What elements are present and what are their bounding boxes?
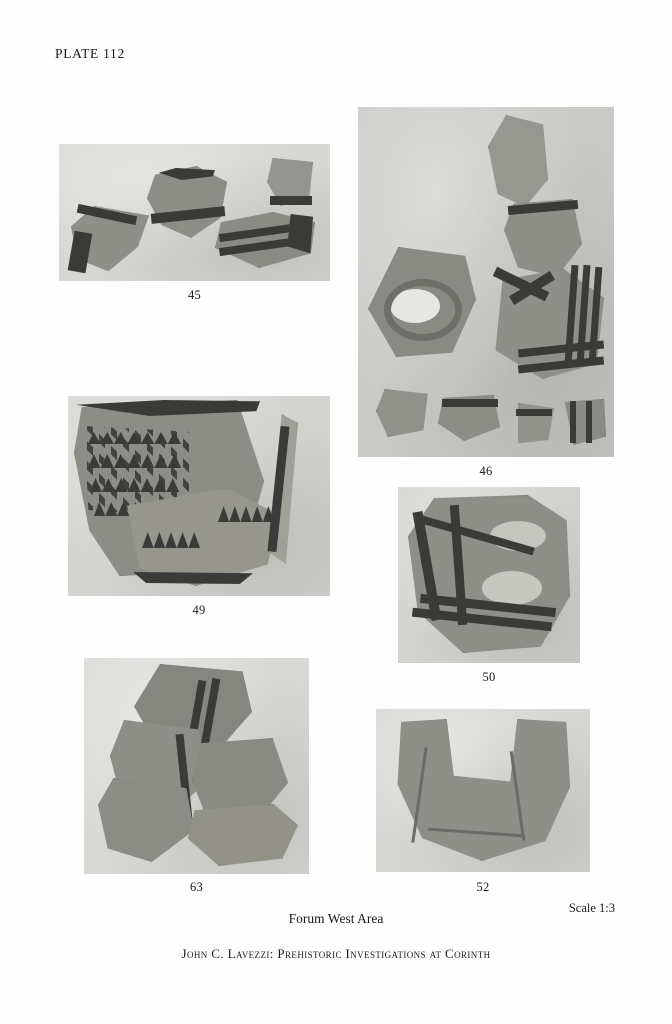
figure-49-caption: 49 — [192, 603, 206, 617]
figure-50-photo — [398, 487, 580, 663]
figure-46-caption: 46 — [479, 464, 493, 478]
figure-52-photo — [376, 709, 590, 872]
scale-label: Scale 1:3 — [568, 901, 615, 915]
base-band — [128, 572, 258, 584]
figure-50-caption: 50 — [482, 670, 496, 684]
figure-52-caption: 52 — [476, 880, 490, 894]
figure-63-caption: 63 — [189, 880, 204, 894]
figure-49-photo — [68, 396, 330, 596]
painted-band — [270, 196, 312, 205]
plate-number-label: PLATE 112 — [55, 46, 125, 61]
figure-46-photo — [358, 107, 614, 457]
figure-45-photo — [59, 144, 330, 281]
figure-63-photo — [84, 658, 309, 874]
painted-band — [516, 409, 552, 416]
painted-stripe — [586, 401, 592, 443]
figure-45-caption: 45 — [187, 288, 202, 302]
area-label: Forum West Area — [288, 911, 384, 926]
vessel-rim — [384, 279, 462, 341]
vessel-hollow — [482, 571, 542, 605]
publication-credit: John C. Lavezzi: Prehistoric Investigations at Corinth — [181, 946, 491, 961]
painted-band — [442, 399, 498, 407]
painted-stripe — [570, 401, 576, 443]
